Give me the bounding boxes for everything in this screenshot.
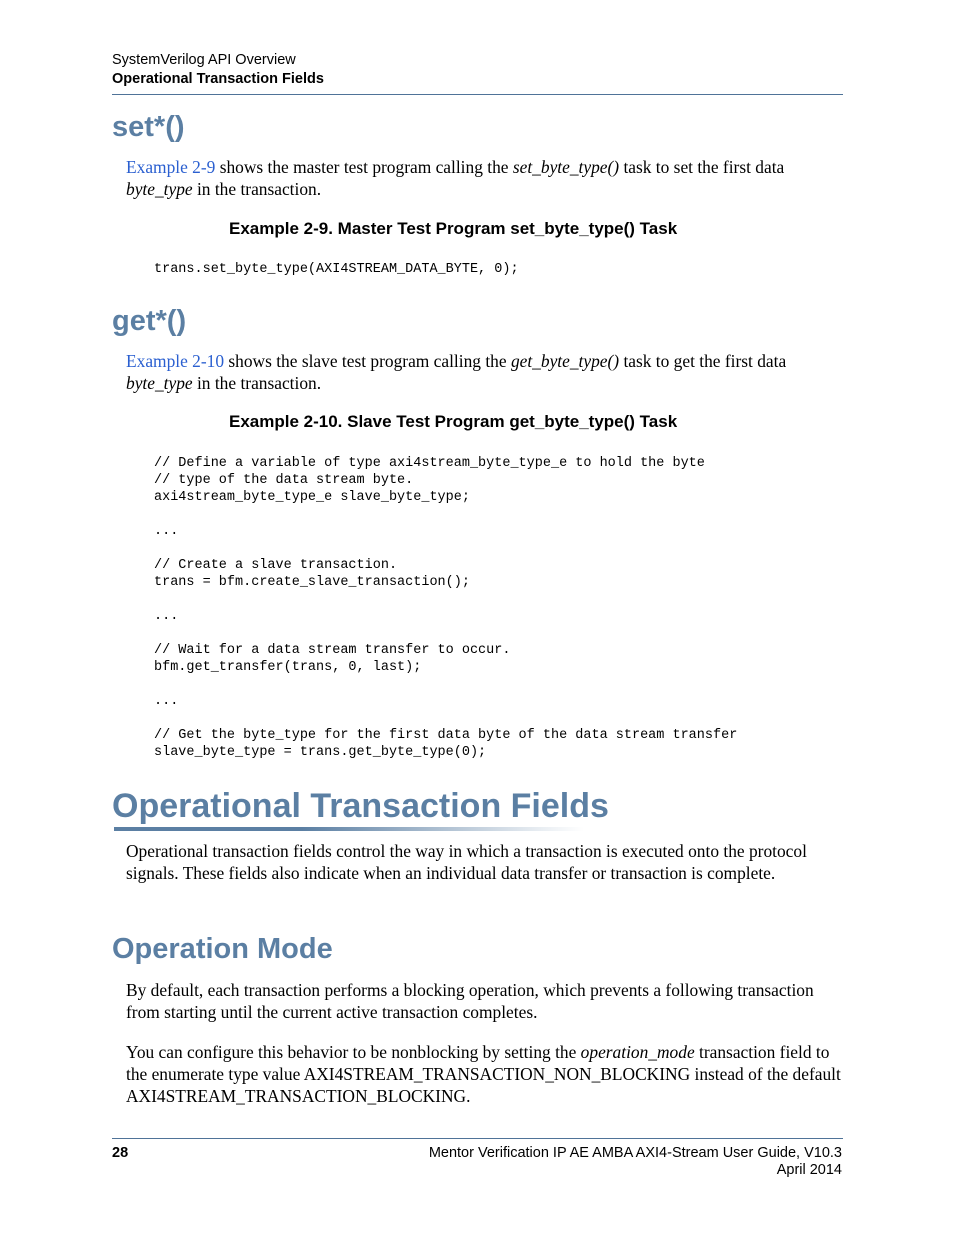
otf-chapter-heading: Operational Transaction Fields: [112, 787, 609, 825]
header-rule: [112, 94, 843, 95]
footer-rule: [112, 1138, 843, 1139]
operation-mode-heading: Operation Mode: [112, 933, 333, 965]
footer-date: April 2014: [776, 1162, 842, 1178]
operation-mode-paragraph-2: You can configure this behavior to be nonblocking by setting the operation_mode transaction field to the enumerate type value AXI4STREAM_TRANSACTION_NON_BLOCKING instead of the default AXI4STREAM_TRANSACTION_BLOCKING.: [126, 1042, 841, 1106]
page-number: 28: [112, 1145, 129, 1161]
example-2-9-link[interactable]: Example 2-9: [126, 157, 216, 177]
running-header-chapter: SystemVerilog API Overview: [112, 52, 296, 68]
example-2-10-title: Example 2-10. Slave Test Program get_byte_type() Task: [229, 412, 678, 431]
example-2-10-code: // Define a variable of type axi4stream_byte_type_e to hold the byte // type of the data stream byte. axi4stream_byte_type_e slave_byte_type; ... // Create a slave transaction. trans = bfm.create_slave_transaction(); ... // Wait for a data stream transfer to occur. bfm.get_transfer(trans, 0, last); ... // Get the byte_type for the first data byte of the data stream transfer slave_byte_type = trans.get_byte_type(0);: [154, 456, 738, 760]
example-2-9-title: Example 2-9. Master Test Program set_byte_type() Task: [229, 219, 678, 238]
example-2-9-code: trans.set_byte_type(AXI4STREAM_DATA_BYTE, 0);: [154, 262, 519, 277]
get-section-heading: get*(): [112, 305, 187, 337]
heading-underline-rule: [114, 827, 584, 831]
footer-doc-title: Mentor Verification IP AE AMBA AXI4-Stream User Guide, V10.3: [428, 1145, 842, 1161]
example-2-10-link[interactable]: Example 2-10: [126, 351, 225, 371]
otf-paragraph: Operational transaction fields control the way in which a transaction is executed onto the protocol signals. These fields also indicate when an individual data transfer or transaction is complete.: [126, 841, 807, 883]
get-section-paragraph: Example 2-10 shows the slave test program calling the get_byte_type() task to get the first data byte_type in the transaction.: [126, 351, 787, 393]
set-section-paragraph: Example 2-9 shows the master test program calling the set_byte_type() task to set the first data byte_type in the transaction.: [126, 157, 785, 199]
set-section-heading: set*(): [112, 111, 185, 143]
operation-mode-paragraph-1: By default, each transaction performs a blocking operation, which prevents a following transaction from starting until the current active transaction completes.: [126, 980, 814, 1022]
running-header-section: Operational Transaction Fields: [112, 71, 324, 87]
